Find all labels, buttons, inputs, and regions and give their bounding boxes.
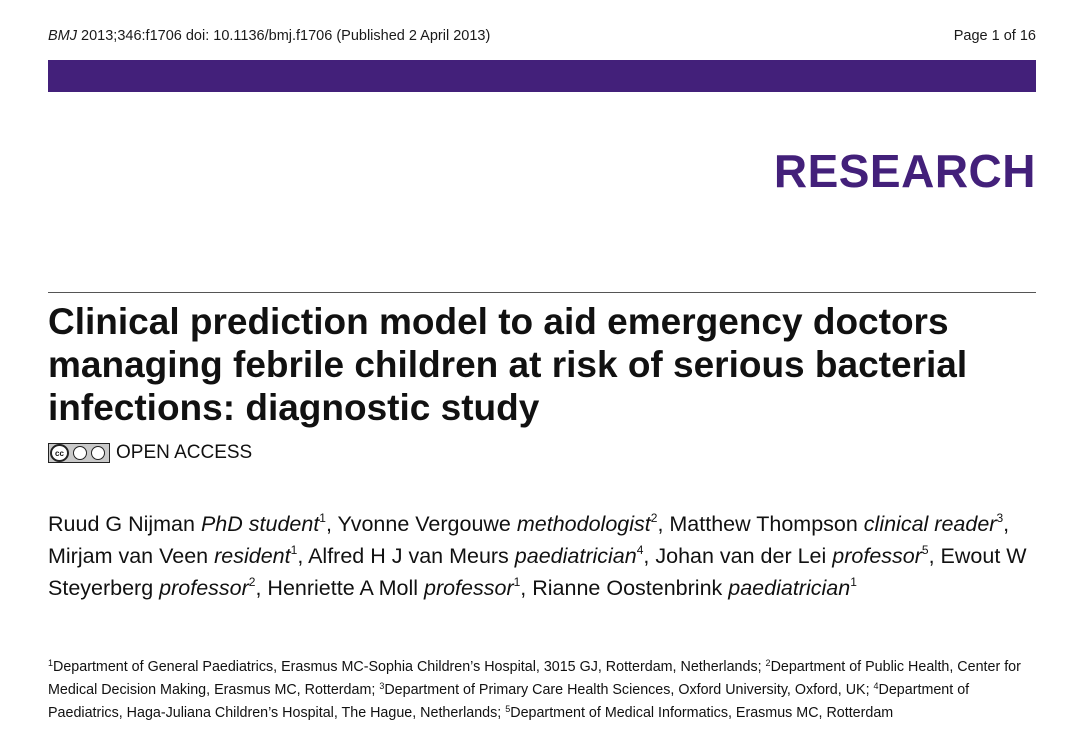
page-number: Page 1 of 16: [953, 28, 1036, 44]
nc-icon: [91, 446, 105, 460]
author-entry: [48, 544, 297, 568]
affiliation-text: Department of Paediatrics, Haga-Juliana Children’s Hospital, The Hague, Netherlands;: [48, 682, 970, 721]
author-name: Rianne Oostenbrink: [532, 576, 723, 600]
author-list: Ruud G Nijman PhD student$^1$, Yvonne Vergouwe methodologist$^2$, Matthew Thompson clinical reader$^3$, Mirjam van Veen resident$^1$, Alfred H J van Meurs paediatrician$^4$, Johan van der Lei professor$^5$, Ewout W Steyerberg professor$^2$, Henriette A Moll professor$^1$, Rianne Oostenbrink paediatrician$^1$: [48, 511, 1027, 600]
affiliation-number: 5: [505, 704, 511, 714]
author-role: professor: [832, 544, 922, 568]
affiliation-entry: [48, 659, 766, 675]
author-entry: [532, 576, 857, 600]
author-role: methodologist: [516, 512, 651, 536]
author-entry: [655, 544, 928, 568]
open-access-label: OPEN ACCESS: [116, 442, 253, 463]
affiliation-text: Department of Primary Care Health Sciences, Oxford University, Oxford, UK;: [384, 682, 874, 698]
citation-text: 2013;346:f1706 doi: 10.1136/bmj.f1706 (Published 2 April 2013): [81, 28, 491, 44]
author-entry: [48, 512, 326, 536]
affiliation-number: 3: [379, 681, 385, 691]
journal-name: BMJ: [48, 28, 77, 44]
author-role: resident: [214, 544, 291, 568]
author-entry: [308, 544, 643, 568]
title-divider: [48, 292, 1036, 293]
author-role: paediatrician: [728, 576, 851, 600]
author-name: Johan van der Lei: [655, 544, 827, 568]
author-affiliation-ref: 4: [636, 543, 644, 557]
header-bar: [48, 60, 1036, 92]
author-affiliation-ref: 5: [921, 543, 929, 557]
affiliation-text: Department of General Paediatrics, Erasmus MC-Sophia Children’s Hospital, 3015 GJ, Rotterdam, Netherlands;: [53, 659, 766, 675]
author-affiliation-ref: 1: [513, 575, 521, 589]
author-name: Yvonne Vergouwe: [337, 512, 511, 536]
author-name: Henriette A Moll: [267, 576, 418, 600]
author-name: Ewout W Steyerberg: [48, 544, 1027, 600]
affiliation-list: [48, 656, 1038, 725]
author-name: Ruud G Nijman: [48, 512, 195, 536]
author-affiliation-ref: 2: [248, 575, 256, 589]
author-entry: [338, 512, 658, 536]
cc-badge-mark: cc: [50, 444, 69, 462]
author-name: Mirjam van Veen: [48, 544, 209, 568]
author-affiliation-ref: 2: [650, 511, 658, 525]
author-role: professor: [159, 576, 249, 600]
article-title: Clinical prediction model to aid emergency doctors managing febrile children at risk of serious bacterial infections: diagnostic study: [48, 301, 968, 428]
creative-commons-icon: [48, 443, 110, 463]
by-icon: [73, 446, 87, 460]
affiliation-number: 1: [48, 658, 54, 668]
affiliation-number: 4: [873, 681, 879, 691]
author-role: PhD student: [200, 512, 320, 536]
author-name: Alfred H J van Meurs: [308, 544, 509, 568]
running-header: [48, 28, 1036, 44]
author-role: professor: [423, 576, 514, 600]
affiliation-entry: [379, 682, 873, 698]
section-label: RESEARCH: [773, 145, 1036, 197]
author-affiliation-ref: 1: [319, 511, 326, 525]
author-name: Matthew Thompson: [669, 512, 858, 536]
author-role: paediatrician: [514, 544, 637, 568]
affiliation-text: Department of Public Health, Center for Medical Decision Making, Erasmus MC, Rotterdam;: [48, 659, 1021, 698]
author-affiliation-ref: 1: [290, 543, 298, 557]
open-access-row: [48, 441, 252, 465]
author-affiliation-ref: 1: [850, 575, 857, 589]
affiliation-number: 2: [765, 658, 771, 668]
author-entry: [267, 576, 520, 600]
author-entry: [669, 512, 1003, 536]
affiliation-entry: [505, 705, 893, 721]
author-role: clinical reader: [863, 512, 997, 536]
affiliation-text: Department of Medical Informatics, Erasmus MC, Rotterdam: [510, 705, 894, 721]
author-affiliation-ref: 3: [996, 511, 1004, 525]
